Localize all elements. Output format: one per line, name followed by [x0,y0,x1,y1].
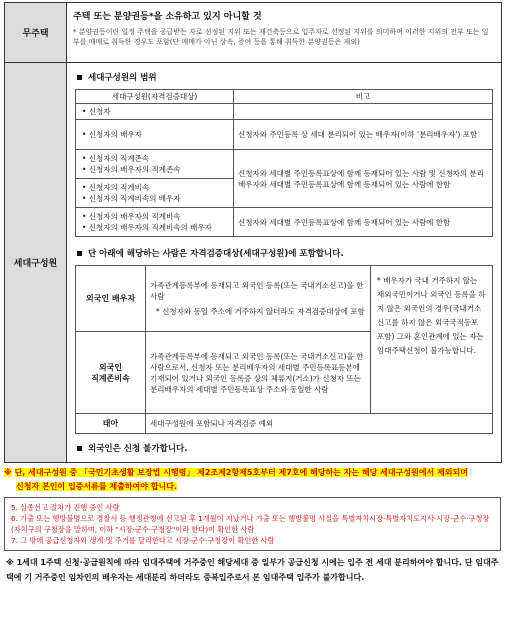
table-row [76,414,493,434]
scope-title: 세대구성원의 범위 [88,73,157,83]
member-cell: • 신청자의 직계비속의 배우자 [82,194,181,203]
foreigner-footer: 외국인은 신청 불가합니다. [88,444,188,454]
included-members-table [75,265,493,434]
lineal-text: 가족관계등록부에 등재되고 외국인 등록(또는 국내거소신고)을 한 사람으로서, 신청자 또는 분리배우자의 세대별 주민등록표등본에 기재되어 있거나 외국인 등록증 상의 체류지(거소)가 신청자 또는 분리배우자의 세대별 주민등록표상 주소와 동일한 사람 [146,332,371,414]
warning-mark: ※ [4,468,12,477]
member-cell: • 신청자의 배우자 [76,120,234,150]
fetus-label: 태아 [76,414,146,434]
included-title: 단 아래에 해당하는 사람은 자격검증대상(세대구성원)에 포함합니다. [88,249,344,259]
member-cell: • 신청자의 직계존속 [82,154,150,163]
scope-header-members: 세대구성원(자격검증대상) [76,90,234,104]
lineal-label-line2: 직계존비속 [91,373,130,383]
household-scope-table [75,89,493,237]
foreigner-spouse-note: * 신청자와 동일 주소에 거주하지 않더라도 자격검증대상에 포함 [156,307,365,316]
exclusion-warning [4,466,501,494]
spouse-side-note: * 배우자가 국내 거주하지 않는 재외국민이거나 외국인 등록을 하지 않은 외국인의 경우(국내거소신고를 하지 않은 외국국적동포 포함) 그와 혼인관계에 있는 자는 임대주택신청이 불가능합니다. [371,266,493,414]
eligibility-table [4,2,502,463]
note-cell: 신청자와 세대별 주민등록표상에 함께 등재되어 있는 사람에 한함 [234,208,493,237]
note-cell: 신청자와 주민등록 상 세대 분리되어 있는 배우자(이하 '분리배우자') 포함 [234,120,493,150]
square-bullet-icon [77,446,82,451]
table-row [76,266,493,332]
square-bullet-icon [77,75,82,80]
warning-line-1: 단, 세대구성원 중 「국민기초생활 보장법 시행령」 제2조제2항제5호부터 제7호에 해당하는 자는 해당 세대구성원에서 제외되며 [14,468,468,477]
single-household-note: ※ 1세대 1주택 신청·공급원칙에 따라 임대주택에 거주중인 해당세대 중 일부가 공급신청 시에는 입주 전 세대 분리하여야 합니다. 단 임대주택에 기 거주중인 임차인의 배우자는 세대분리 하더라도 중복입주로서 본 임대주택 입주가 불가합니다. [6,558,499,582]
list-item: 7. 그 밖에 공급신청자와 생계 및 주거를 달리한다고 시장·군수·구청장이 확인한 사람 [11,536,275,545]
no-house-row [5,3,502,63]
member-cell: • 신청자 [76,104,234,120]
exclusion-criteria-box [4,497,501,551]
member-cell: • 신청자의 직계비속 [82,183,150,192]
no-house-heading: 주택 또는 분양권등*을 소유하고 있지 아니할 것 [73,12,262,22]
note-cell [234,104,493,120]
household-label: 세대구성원 [5,63,67,463]
foreigner-spouse-text: 가족관계등록부에 등재되고 외국인 등록(또는 국내거소신고)을 한 사람 [150,281,364,301]
member-cell: • 신청자의 배우자의 직계비속 [82,212,181,221]
scope-header-note: 비고 [234,90,493,104]
list-item: 5. 실종선고 절차가 진행 중인 사람 [11,503,120,512]
no-house-label: 무주택 [5,3,67,63]
foreigner-spouse-label: 외국인 배우자 [76,266,146,332]
member-cell: • 신청자의 배우자의 직계존속 [82,165,181,174]
square-bullet-icon [77,251,82,256]
fetus-text: 세대구성원에 포함되나 자격검증 예외 [146,414,493,434]
table-row [76,208,493,237]
table-row [76,120,493,150]
lineal-label-line1: 외국인 [98,362,123,372]
note-cell: 신청자와 세대별 주민등록표상에 함께 등재되어 있는 사람 및 신청자의 분리배우자와 세대별 주민등록표상에 함께 등재되어 있는 사람에 한함 [234,150,493,208]
household-row [5,63,502,463]
no-house-note: * 분양권등이란 일정 주택을 공급받는 자로 선정된 지위 또는 재건축등으로 입주자로 선정된 지위를 의미하며 이러한 지위의 전부 또는 일부를 매매로 취득한 경우도 포함(단 매매가 아닌 상속, 증여 등을 통해 취득한 분양권등은 제외) [73,28,489,46]
table-row [76,104,493,120]
eligibility-document [4,2,501,585]
list-item: 6. 가출 또는 행방불명으로 경찰서 등 행정관청에 신고된 후 1개월이 지났거나 가출 또는 행방불명 사실을 특별자치시장·특별자치도지사·시장·군수·구청장(자치구의 구청장을 말하며, 이하 "시장·군수·구청장"이라 한다)이 확인한 사람 [11,514,490,534]
table-row [76,150,493,208]
member-cell: • 신청자의 배우자의 직계비속의 배우자 [82,223,212,232]
warning-line-2: 신청자 본인이 입증서류를 제출하여야 합니다. [16,482,178,491]
